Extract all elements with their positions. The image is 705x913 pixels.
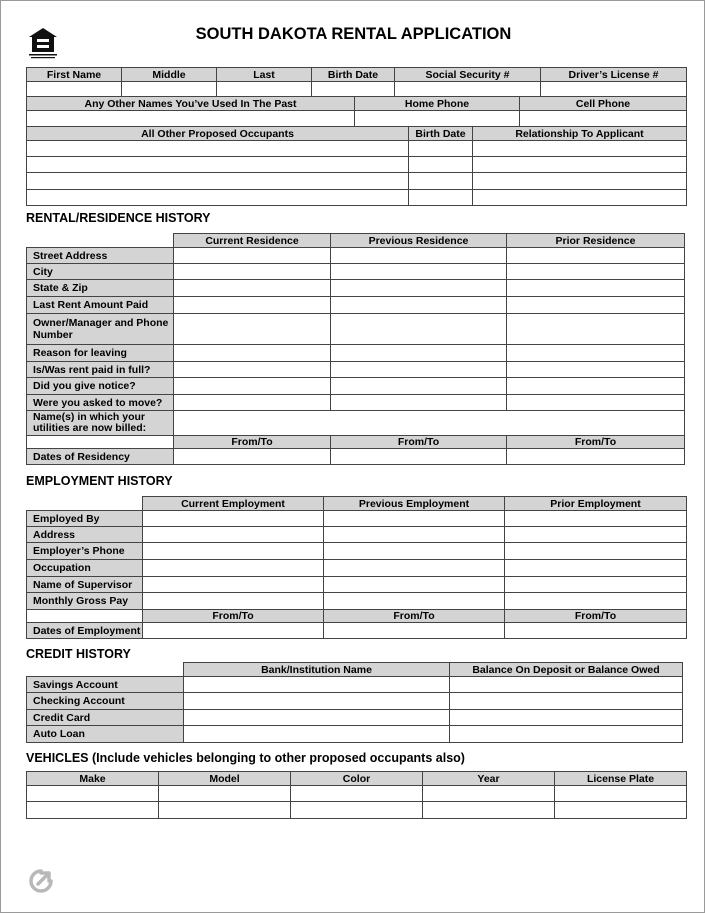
- credit-card-bank-field[interactable]: [184, 710, 450, 726]
- row-label-reason-leaving: Reason for leaving: [27, 345, 174, 362]
- previous-asked-field[interactable]: [331, 395, 507, 411]
- current-pay-field[interactable]: [143, 593, 324, 610]
- col-model: Model: [159, 772, 291, 786]
- current-rent-field[interactable]: [174, 297, 331, 314]
- brand-arrow-icon: [28, 868, 54, 894]
- row-label-address: Address: [27, 527, 143, 543]
- prior-emp-dates-field[interactable]: [505, 623, 687, 639]
- prior-emp-phone-field[interactable]: [505, 543, 687, 560]
- row-label-utilities: Name(s) in which your utilities are now billed:: [27, 411, 174, 436]
- current-state-zip-field[interactable]: [174, 280, 331, 297]
- credit-card-balance-field[interactable]: [450, 710, 683, 726]
- from-to-label: From/To: [507, 436, 685, 449]
- previous-dates-field[interactable]: [331, 449, 507, 465]
- from-to-label: From/To: [143, 610, 324, 623]
- current-emp-address-field[interactable]: [143, 527, 324, 543]
- middle-name-field[interactable]: [122, 82, 217, 97]
- col-color: Color: [291, 772, 423, 786]
- prior-city-field[interactable]: [507, 264, 685, 280]
- row-label-notice: Did you give notice?: [27, 378, 174, 395]
- col-balance: Balance On Deposit or Balance Owed: [450, 663, 683, 677]
- col-occupants: All Other Proposed Occupants: [27, 127, 409, 141]
- vehicle-year-field[interactable]: [423, 786, 555, 802]
- prior-dates-field[interactable]: [507, 449, 685, 465]
- prior-supervisor-field[interactable]: [505, 577, 687, 593]
- current-emp-dates-field[interactable]: [143, 623, 324, 639]
- row-label-last-rent: Last Rent Amount Paid: [27, 297, 174, 314]
- col-cell-phone: Cell Phone: [520, 97, 687, 111]
- prior-notice-field[interactable]: [507, 378, 685, 395]
- credit-history-heading: CREDIT HISTORY: [26, 647, 131, 661]
- checking-bank-field[interactable]: [184, 693, 450, 710]
- previous-city-field[interactable]: [331, 264, 507, 280]
- row-label-employed-by: Employed By: [27, 511, 143, 527]
- rental-history-heading: RENTAL/RESIDENCE HISTORY: [26, 211, 211, 225]
- row-label-credit-card: Credit Card: [27, 710, 184, 726]
- previous-employer-field[interactable]: [324, 511, 505, 527]
- from-to-label: From/To: [331, 436, 507, 449]
- col-prior-residence: Prior Residence: [507, 234, 685, 248]
- col-license-plate: License Plate: [555, 772, 687, 786]
- prior-rent-field[interactable]: [507, 297, 685, 314]
- current-paid-field[interactable]: [174, 362, 331, 378]
- savings-bank-field[interactable]: [184, 677, 450, 693]
- birth-date-field[interactable]: [312, 82, 395, 97]
- current-owner-field[interactable]: [174, 314, 331, 345]
- current-asked-field[interactable]: [174, 395, 331, 411]
- prior-occupation-field[interactable]: [505, 560, 687, 577]
- occupant-birth-date-field[interactable]: [409, 141, 473, 157]
- other-names-field[interactable]: [27, 111, 355, 127]
- vehicle-model-field[interactable]: [159, 802, 291, 819]
- ssn-field[interactable]: [395, 82, 541, 97]
- home-phone-field[interactable]: [355, 111, 520, 127]
- vehicles-heading: VEHICLES (Include vehicles belonging to other proposed occupants also): [26, 751, 465, 765]
- vehicle-year-field[interactable]: [423, 802, 555, 819]
- savings-balance-field[interactable]: [450, 677, 683, 693]
- occupant-birth-date-field[interactable]: [409, 157, 473, 173]
- col-home-phone: Home Phone: [355, 97, 520, 111]
- current-reason-field[interactable]: [174, 345, 331, 362]
- current-emp-phone-field[interactable]: [143, 543, 324, 560]
- col-year: Year: [423, 772, 555, 786]
- vehicles-table: [26, 771, 687, 819]
- from-to-label: From/To: [505, 610, 687, 623]
- col-first-name: First Name: [27, 68, 122, 82]
- occupant-relationship-field[interactable]: [473, 157, 687, 173]
- col-make: Make: [27, 772, 159, 786]
- col-previous-employment: Previous Employment: [324, 497, 505, 511]
- vehicle-plate-field[interactable]: [555, 802, 687, 819]
- current-notice-field[interactable]: [174, 378, 331, 395]
- prior-state-zip-field[interactable]: [507, 280, 685, 297]
- col-other-names: Any Other Names You’ve Used In The Past: [27, 97, 355, 111]
- auto-loan-bank-field[interactable]: [184, 726, 450, 743]
- occupant-name-field[interactable]: [27, 157, 409, 173]
- prior-emp-address-field[interactable]: [505, 527, 687, 543]
- drivers-license-field[interactable]: [541, 82, 687, 97]
- current-city-field[interactable]: [174, 264, 331, 280]
- applicant-table: [26, 67, 687, 97]
- col-previous-residence: Previous Residence: [331, 234, 507, 248]
- vehicle-color-field[interactable]: [291, 802, 423, 819]
- employment-history-heading: EMPLOYMENT HISTORY: [26, 474, 173, 488]
- checking-balance-field[interactable]: [450, 693, 683, 710]
- previous-supervisor-field[interactable]: [324, 577, 505, 593]
- page-title: SOUTH DAKOTA RENTAL APPLICATION: [195, 25, 512, 43]
- row-label-street-address: Street Address: [27, 248, 174, 264]
- row-label-rent-paid: Is/Was rent paid in full?: [27, 362, 174, 378]
- previous-emp-phone-field[interactable]: [324, 543, 505, 560]
- vehicle-model-field[interactable]: [159, 786, 291, 802]
- col-drivers-license: Driver’s License #: [541, 68, 687, 82]
- previous-rent-field[interactable]: [331, 297, 507, 314]
- prior-reason-field[interactable]: [507, 345, 685, 362]
- prior-owner-field[interactable]: [507, 314, 685, 345]
- prior-employer-field[interactable]: [505, 511, 687, 527]
- row-label-employer-phone: Employer’s Phone: [27, 543, 143, 560]
- vehicle-plate-field[interactable]: [555, 786, 687, 802]
- occupant-birth-date-field[interactable]: [409, 190, 473, 206]
- previous-emp-address-field[interactable]: [324, 527, 505, 543]
- col-current-residence: Current Residence: [174, 234, 331, 248]
- auto-loan-balance-field[interactable]: [450, 726, 683, 743]
- row-label-owner-manager: Owner/Manager and Phone Number: [27, 314, 174, 345]
- occupants-table: [26, 126, 687, 206]
- current-occupation-field[interactable]: [143, 560, 324, 577]
- col-ssn: Social Security #: [395, 68, 541, 82]
- occupant-name-field[interactable]: [27, 141, 409, 157]
- first-name-field[interactable]: [27, 82, 122, 97]
- last-name-field[interactable]: [217, 82, 312, 97]
- occupant-birth-date-field[interactable]: [409, 173, 473, 190]
- prior-pay-field[interactable]: [505, 593, 687, 610]
- occupant-relationship-field[interactable]: [473, 141, 687, 157]
- previous-state-zip-field[interactable]: [331, 280, 507, 297]
- rental-history-table: [26, 233, 685, 465]
- vehicle-make-field[interactable]: [27, 802, 159, 819]
- cell-phone-field[interactable]: [520, 111, 687, 127]
- occupant-relationship-field[interactable]: [473, 173, 687, 190]
- previous-street-field[interactable]: [331, 248, 507, 264]
- previous-emp-dates-field[interactable]: [324, 623, 505, 639]
- col-bank-name: Bank/Institution Name: [184, 663, 450, 677]
- employment-history-table: [26, 496, 687, 639]
- from-to-label: From/To: [324, 610, 505, 623]
- col-prior-employment: Prior Employment: [505, 497, 687, 511]
- row-label-savings: Savings Account: [27, 677, 184, 693]
- row-label-city: City: [27, 264, 174, 280]
- previous-occupation-field[interactable]: [324, 560, 505, 577]
- row-label-dates-employment: Dates of Employment: [27, 623, 143, 639]
- vehicle-make-field[interactable]: [27, 786, 159, 802]
- previous-owner-field[interactable]: [331, 314, 507, 345]
- col-current-employment: Current Employment: [143, 497, 324, 511]
- current-supervisor-field[interactable]: [143, 577, 324, 593]
- credit-history-table: [26, 662, 683, 743]
- prior-street-field[interactable]: [507, 248, 685, 264]
- row-label-supervisor: Name of Supervisor: [27, 577, 143, 593]
- row-label-auto-loan: Auto Loan: [27, 726, 184, 743]
- occupant-name-field[interactable]: [27, 173, 409, 190]
- current-employer-field[interactable]: [143, 511, 324, 527]
- previous-reason-field[interactable]: [331, 345, 507, 362]
- other-names-table: [26, 96, 687, 127]
- col-relationship: Relationship To Applicant: [473, 127, 687, 141]
- from-to-label: From/To: [174, 436, 331, 449]
- row-label-checking: Checking Account: [27, 693, 184, 710]
- row-label-gross-pay: Monthly Gross Pay: [27, 593, 143, 610]
- row-label-occupation: Occupation: [27, 560, 143, 577]
- utilities-field[interactable]: [174, 411, 685, 436]
- previous-paid-field[interactable]: [331, 362, 507, 378]
- prior-asked-field[interactable]: [507, 395, 685, 411]
- row-label-asked-move: Were you asked to move?: [27, 395, 174, 411]
- row-label-state-zip: State & Zip: [27, 280, 174, 297]
- prior-paid-field[interactable]: [507, 362, 685, 378]
- col-last: Last: [217, 68, 312, 82]
- occupant-relationship-field[interactable]: [473, 190, 687, 206]
- col-birth-date: Birth Date: [312, 68, 395, 82]
- previous-pay-field[interactable]: [324, 593, 505, 610]
- vehicle-color-field[interactable]: [291, 786, 423, 802]
- row-label-dates-residency: Dates of Residency: [27, 449, 174, 465]
- current-street-field[interactable]: [174, 248, 331, 264]
- col-occupant-birth-date: Birth Date: [409, 127, 473, 141]
- current-dates-field[interactable]: [174, 449, 331, 465]
- previous-notice-field[interactable]: [331, 378, 507, 395]
- col-middle: Middle: [122, 68, 217, 82]
- occupant-name-field[interactable]: [27, 190, 409, 206]
